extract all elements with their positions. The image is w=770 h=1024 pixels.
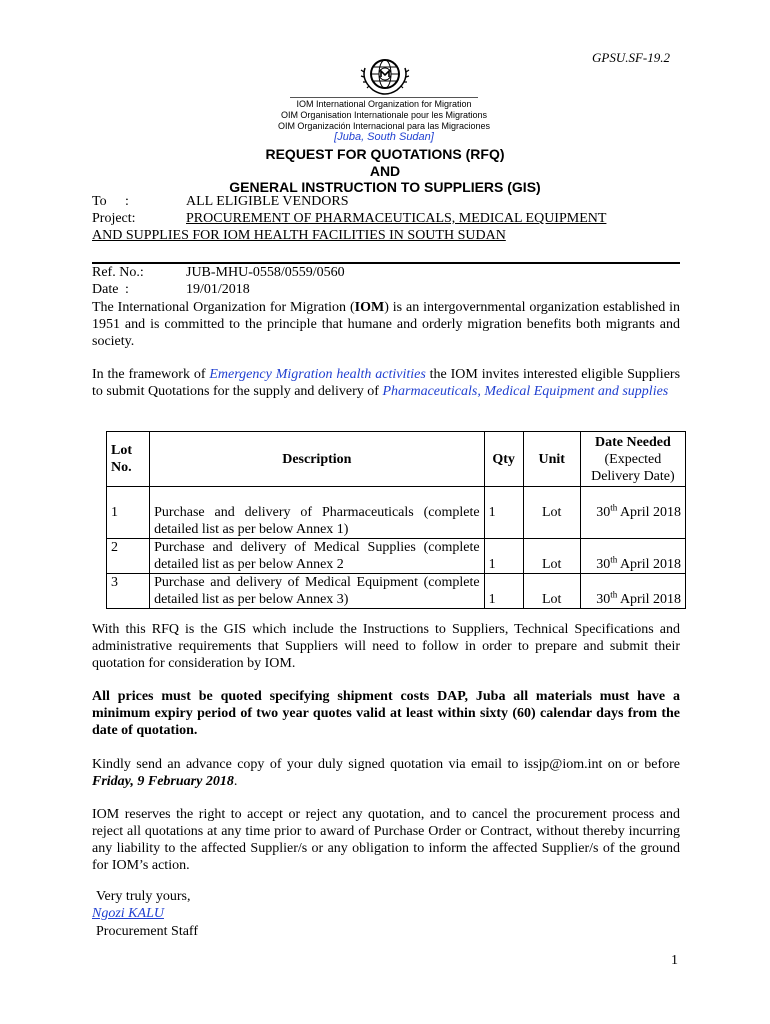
- closing: Very truly yours,: [96, 889, 191, 904]
- org-name-es: OIM Organización Internacional para las Migraciones: [277, 121, 491, 131]
- row-2-unit: Lot: [523, 539, 580, 574]
- project-line: [92, 211, 607, 227]
- row-2-date: [580, 539, 685, 574]
- intro-p2-items: Pharmaceuticals, Medical Equipment and supplies: [382, 384, 669, 399]
- row-1-unit: Lot: [523, 487, 580, 539]
- ref-label: Ref. No.:: [92, 265, 144, 280]
- row-3-description: Purchase and delivery of Medical Equipment (complete detailed list as per below Annex 3): [150, 574, 485, 609]
- submission-text-a: Kindly send an advance copy of your duly signed quotation via email to issjp@iom.int on or before: [92, 757, 680, 772]
- col-date-needed-sub: (Expected Delivery Date): [591, 451, 675, 484]
- location: [Juba, South Sudan]: [334, 131, 434, 143]
- table-row: [107, 487, 686, 539]
- row-2-description: Purchase and delivery of Medical Supplies (complete detailed list as per below Annex 2: [150, 539, 485, 574]
- row-1-day: 30: [596, 505, 611, 520]
- title-line-2: AND: [369, 163, 401, 179]
- row-1-date: [580, 487, 685, 539]
- ref-value: JUB-MHU-0558/0559/0560: [186, 265, 345, 280]
- date-value: 19/01/2018: [186, 282, 250, 297]
- date-label: Date: [92, 282, 119, 297]
- signatory-name: Ngozi KALU: [92, 906, 164, 921]
- title-line-1: REQUEST FOR QUOTATIONS (RFQ): [265, 146, 505, 162]
- form-code: GPSU.SF-19.2: [592, 50, 670, 65]
- intro-p2-text-a: In the framework of: [92, 367, 210, 382]
- title-line-3: GENERAL INSTRUCTION TO SUPPLIERS (GIS): [229, 179, 541, 195]
- row-1-month-year: April 2018: [617, 505, 681, 520]
- table-row: [107, 539, 686, 574]
- row-3-date: [580, 574, 685, 609]
- row-1-description: Purchase and delivery of Pharmaceuticals (complete detailed list as per below Annex 1): [150, 487, 485, 539]
- pricing-paragraph: All prices must be quoted specifying shipment costs DAP, Juba all materials must have a minimum expiry period of two year quotes valid at least within sixty (60) calendar days from the date of quotation.: [92, 689, 680, 738]
- to-line: [92, 194, 349, 210]
- col-date-needed-title: Date Needed: [594, 434, 671, 450]
- org-name-fr: OIM Organisation Internationale pour les Migrations: [280, 110, 488, 120]
- gis-paragraph: With this RFQ is the GIS which include the Instructions to Suppliers, Technical Specifications and administrative requirements that Suppliers will need to follow in order to prepare and submit their quotation for consideration by IOM.: [92, 622, 680, 671]
- section-divider: [92, 262, 680, 264]
- page-number: 1: [671, 953, 678, 968]
- col-date-needed: [580, 432, 685, 487]
- ref-line: [92, 265, 345, 281]
- org-rule: [290, 97, 478, 98]
- row-2-day: 30: [596, 557, 611, 572]
- iom-logo-icon: [359, 58, 411, 96]
- table-row: [107, 574, 686, 609]
- submission-paragraph: [92, 756, 680, 790]
- project-label: Project:: [92, 211, 136, 226]
- intro-paragraph-1: [92, 299, 680, 350]
- col-qty: Qty: [484, 432, 523, 487]
- project-value-1: PROCUREMENT OF PHARMACEUTICALS, MEDICAL EQUIPMENT: [186, 211, 607, 226]
- submission-deadline: Friday, 9 February 2018: [92, 774, 234, 789]
- signatory-role: Procurement Staff: [96, 924, 198, 939]
- intro-p2-text-c: the IOM invites interested eligible Suppliers to submit Quotations for the supply and delivery of: [92, 367, 681, 399]
- col-lot: Lot No.: [107, 432, 150, 487]
- col-unit: Unit: [523, 432, 580, 487]
- row-2-qty: 1: [484, 539, 523, 574]
- to-colon: :: [125, 194, 129, 209]
- to-label: To: [92, 194, 107, 209]
- row-3-day: 30: [596, 592, 611, 607]
- row-3-suffix: th: [610, 589, 618, 600]
- row-1-suffix: th: [610, 502, 618, 513]
- org-name-en: IOM International Organization for Migration: [296, 99, 472, 109]
- row-3-month-year: April 2018: [617, 592, 681, 607]
- row-3-unit: Lot: [523, 574, 580, 609]
- row-1-lot: 1: [107, 487, 150, 539]
- submission-text-c: .: [233, 774, 238, 789]
- date-colon: :: [125, 282, 129, 297]
- intro-paragraph-2: [92, 366, 680, 400]
- row-3-qty: 1: [484, 574, 523, 609]
- col-description: Description: [150, 432, 485, 487]
- row-3-lot: 3: [107, 574, 150, 609]
- intro-p1-iom: IOM: [354, 300, 385, 315]
- reservation-paragraph: IOM reserves the right to accept or reject any quotation, and to cancel the procurement process and reject all quotations at any time prior to award of Purchase Order or Contract, without thereby incurring any liability to the affected Supplier/s or any obligation to inform the affected Supplier/s of the ground for IOM’s action.: [92, 807, 680, 873]
- intro-p1-text-a: The International Organization for Migration (: [92, 300, 355, 315]
- table-header-row: [107, 432, 686, 487]
- intro-p1-text-c: ) is an intergovernmental organization established in 1951 and is committed to the principle that humane and orderly migration benefits both migrants and society.: [92, 300, 681, 349]
- to-value: ALL ELIGIBLE VENDORS: [186, 194, 349, 209]
- row-2-suffix: th: [610, 554, 618, 565]
- row-2-lot: 2: [107, 539, 150, 574]
- row-1-qty: 1: [484, 487, 523, 539]
- row-2-month-year: April 2018: [617, 557, 681, 572]
- intro-p2-activity: Emergency Migration health activities: [209, 367, 426, 382]
- lots-table: [106, 431, 686, 609]
- project-value-2: AND SUPPLIES FOR IOM HEALTH FACILITIES IN SOUTH SUDAN: [92, 228, 506, 243]
- date-line: [92, 282, 250, 298]
